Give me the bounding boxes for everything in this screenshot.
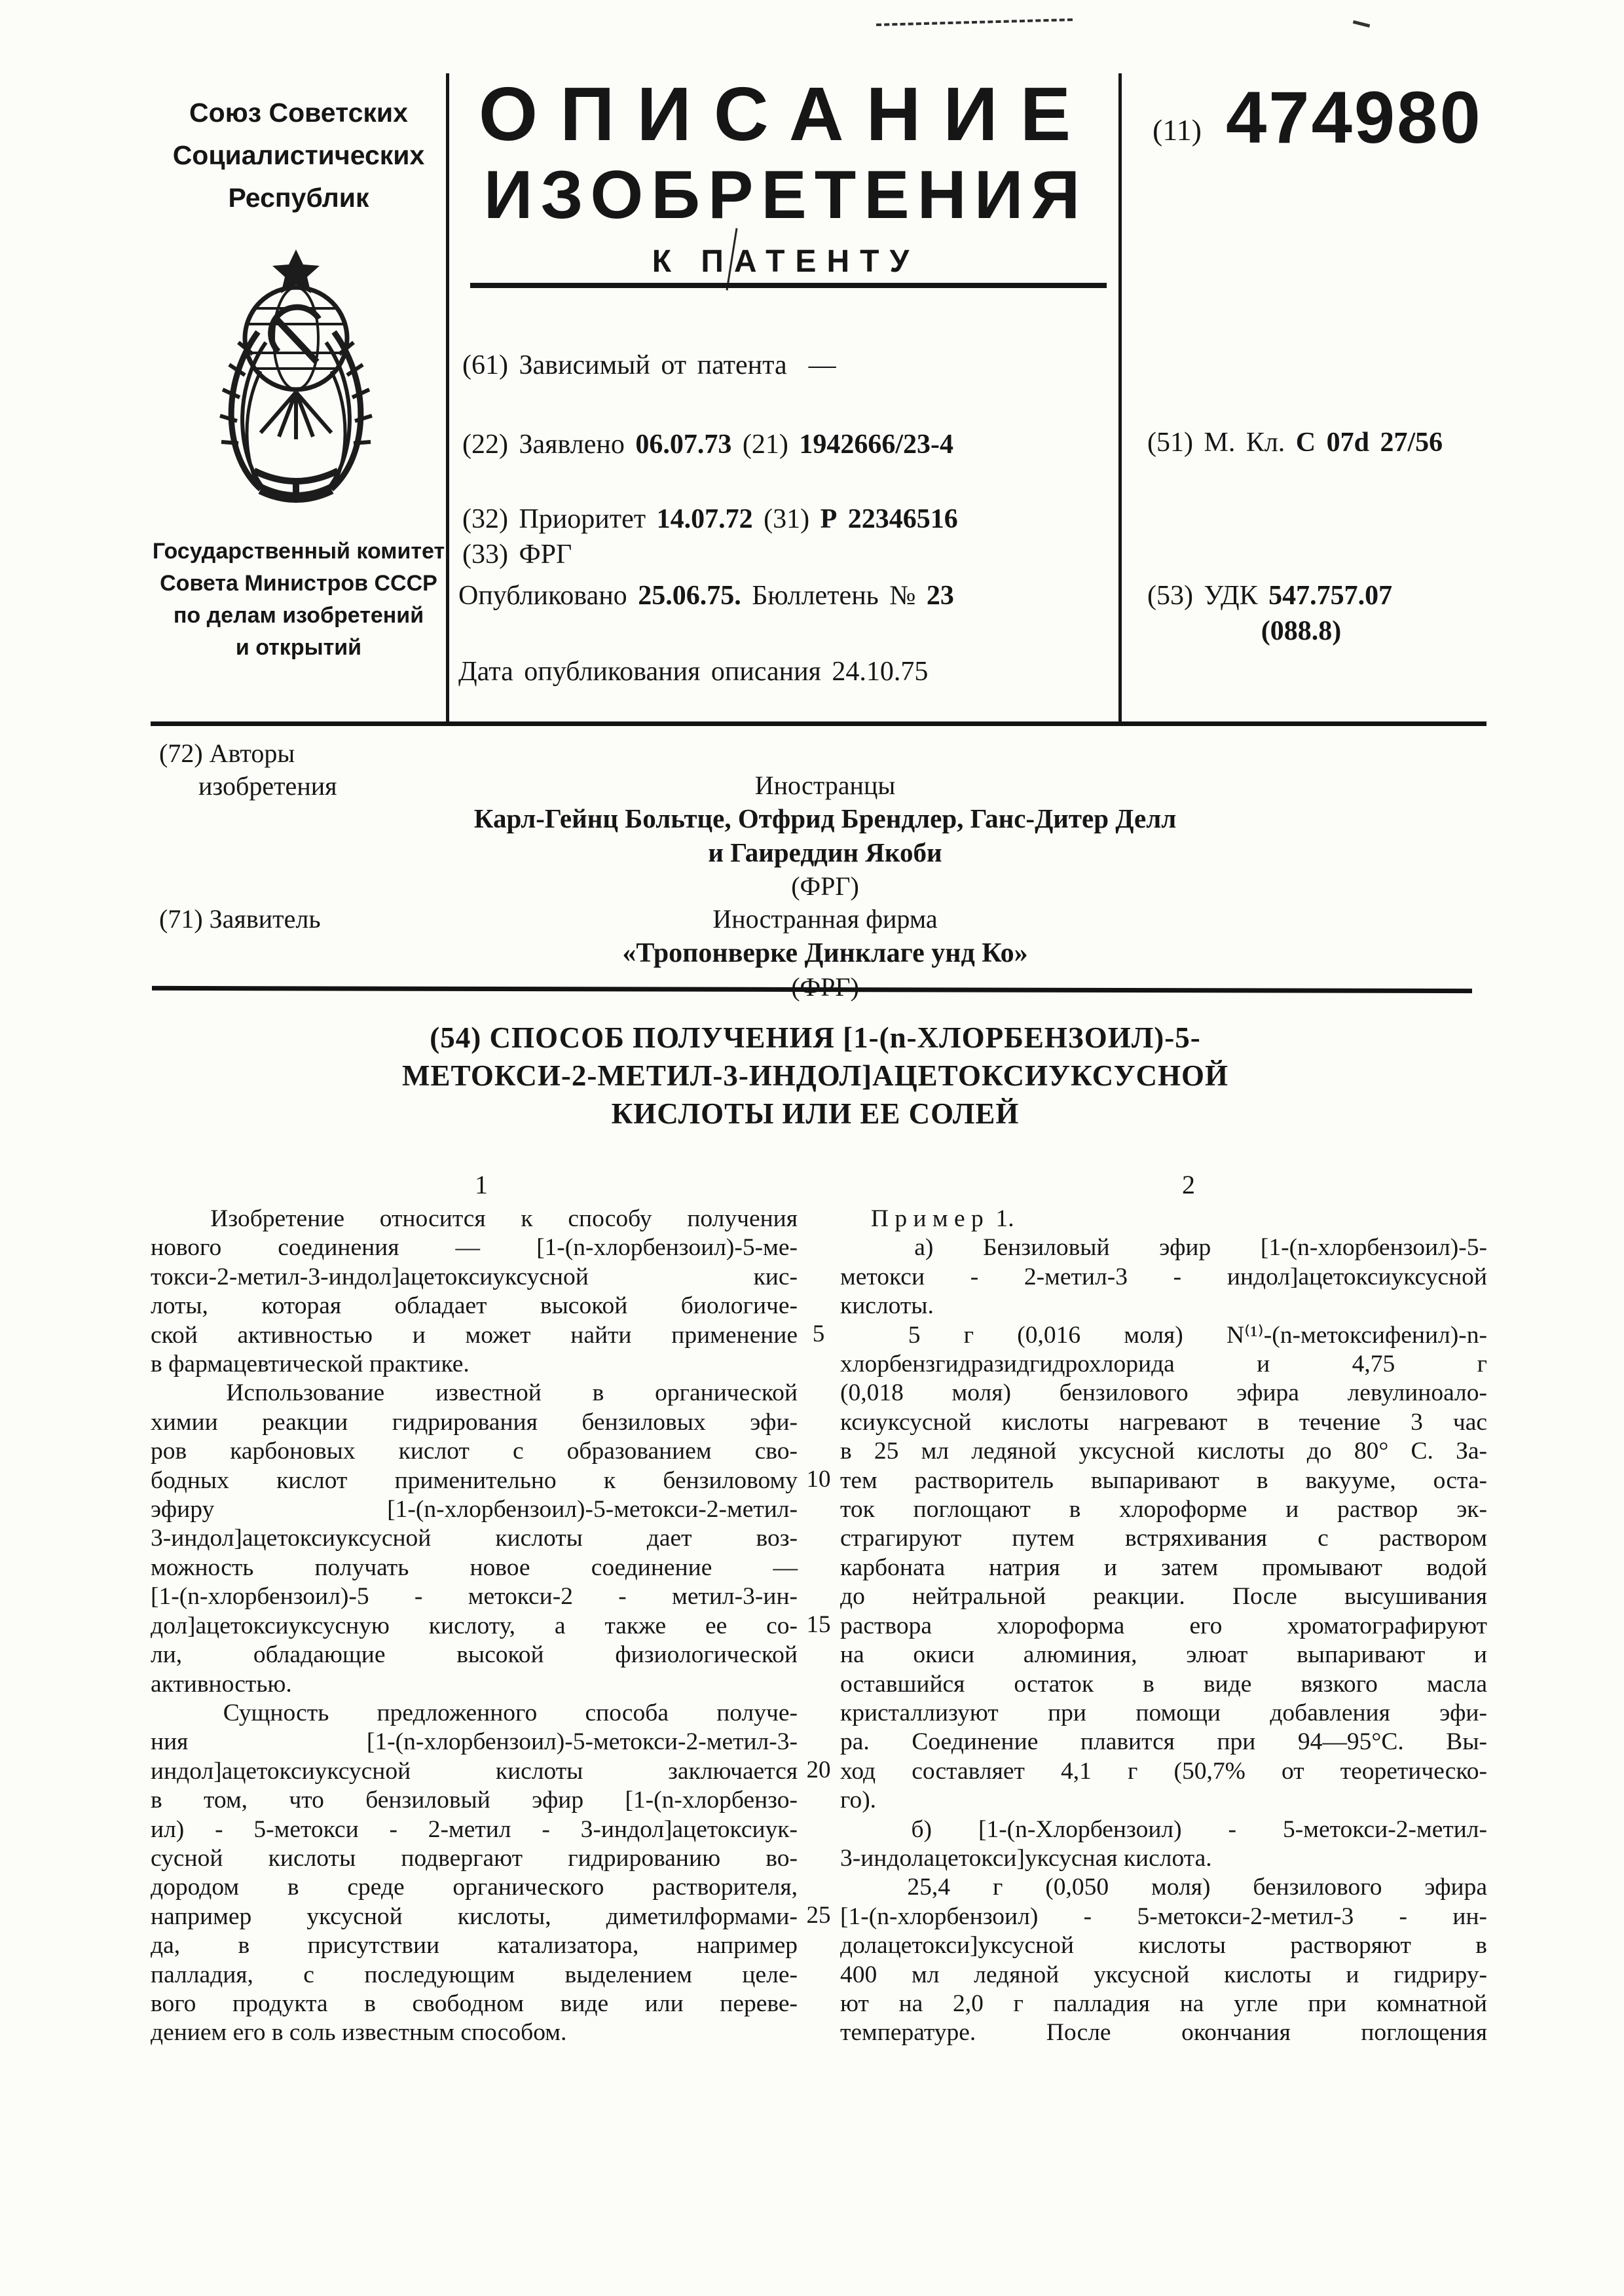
- column-number-1: 1: [475, 1170, 488, 1199]
- text-line: палладия, с последующим выделением целе-: [151, 1961, 798, 1988]
- text-line: ход составляет 4,1 г (50,7% от теоретическо-: [840, 1757, 1487, 1785]
- text-line: Совета Министров СССР: [160, 571, 437, 596]
- text-segment: 1942666/23-4: [799, 429, 953, 460]
- union-name: [151, 92, 447, 219]
- text-line: долацетокси]уксусной кислоты растворяют в: [840, 1932, 1487, 1959]
- authors-names-line-2: и Гаиреддин Якоби: [708, 837, 942, 867]
- text-line: Сущность предложенного способа получе-: [151, 1699, 798, 1726]
- text-line: раствора хлороформа его хроматографируют: [840, 1612, 1487, 1639]
- text-line: вого продукта в свободном виде или переве-: [151, 1990, 798, 2017]
- text-line: например уксусной кислоты, диметилформами-: [151, 1903, 798, 1930]
- text-line: 15: [806, 1611, 831, 1639]
- text-segment: 24.10.75: [832, 657, 929, 687]
- committee-name: [148, 536, 449, 664]
- text-line: оставшийся остаток в виде вязкого масла: [840, 1670, 1487, 1698]
- doc-type-line-1: ОПИСАНИЕ: [478, 71, 1094, 156]
- text-line: а) Бензиловый эфир [1-(n-хлорбензоил)-5-: [840, 1234, 1487, 1262]
- ussr-coat-of-arms: [198, 240, 394, 522]
- authors-names-line-1: Карл-Гейнц Больтце, Отфрид Брендлер, Ганс-Дитер Делл: [473, 803, 1177, 833]
- text-segment: Опубликовано: [458, 581, 638, 611]
- text-segment: 547.757.07: [1268, 581, 1393, 611]
- text-line: го).: [840, 1787, 877, 1814]
- text-line: (54) СПОСОБ ПОЛУЧЕНИЯ [1-(n-ХЛОРБЕНЗОИЛ)-5-: [430, 1021, 1201, 1054]
- pub-number: 474980: [1226, 77, 1483, 158]
- text-line: МЕТОКСИ-2-МЕТИЛ-3-ИНДОЛ]АЦЕТОКСИУКСУСНОЙ: [401, 1059, 1229, 1092]
- text-segment: (61) Зависимый от патента —: [462, 350, 836, 380]
- text-line: индол]ацетоксиуксусной кислоты заключается: [151, 1757, 798, 1785]
- text-line: ра. Соединение плавится при 94—95°С. Вы-: [840, 1728, 1487, 1756]
- text-line: дородом в среде органического растворителя,: [151, 1874, 798, 1901]
- authors-heading: Иностранцы: [754, 771, 896, 800]
- field-description-date: [458, 656, 928, 687]
- text-line: и открытий: [235, 635, 362, 660]
- text-line: изобретения: [198, 771, 337, 801]
- invention-title: [282, 1019, 1349, 1133]
- text-line: КИСЛОТЫ ИЛИ ЕЕ СОЛЕЙ: [611, 1097, 1020, 1130]
- field-udk: [1147, 580, 1392, 611]
- text-line: карбоната натрия и затем промывают водой: [840, 1554, 1487, 1581]
- field-application-filed: [462, 429, 953, 460]
- text-segment: Дата опубликования описания: [458, 657, 832, 687]
- text-line: Социалистических: [172, 140, 425, 170]
- scan-artifact-dashes: [876, 18, 1073, 26]
- text-line: ток поглощают в хлороформе и раствор эк-: [840, 1496, 1487, 1523]
- applicant-label: (71) Заявитель: [159, 904, 321, 934]
- text-segment: (53) УДК: [1147, 581, 1269, 611]
- text-line: (0,018 моля) бензилового эфира левулиноало-: [840, 1379, 1487, 1407]
- text-line: активностью.: [151, 1670, 292, 1698]
- line-number-gutter: [796, 1320, 841, 2047]
- text-line: токси-2-метил-3-индол]ацетоксиуксусной кис-: [151, 1263, 798, 1290]
- text-line: тем растворитель выпаривают в вакууме, оста-: [840, 1467, 1487, 1494]
- text-line: нового соединения — [1-(n-хлорбензоил)-5-ме-: [151, 1234, 798, 1262]
- text-line: кристаллизуют при помощи добавления эфи-: [840, 1699, 1487, 1726]
- text-line: б) [1-(n-Хлорбензоил) - 5-метокси-2-метил-: [840, 1815, 1487, 1843]
- body-column-2: [840, 1205, 1487, 2048]
- text-line: 20: [806, 1757, 831, 1784]
- text-line: ской активностью и может найти применение: [151, 1321, 798, 1349]
- text-line: 400 мл ледяной уксусной кислоты и гидриру-: [840, 1961, 1487, 1988]
- text-segment: (22) Заявлено: [462, 429, 636, 460]
- text-line: П р и м е р 1.: [840, 1205, 1014, 1232]
- text-segment: 14.07.72: [656, 504, 753, 534]
- text-segment: (51) М. Кл.: [1147, 428, 1296, 458]
- scan-artifact-speck: [1353, 20, 1370, 27]
- text-line: 25,4 г (0,050 моля) бензилового эфира: [840, 1874, 1487, 1901]
- text-line: дением его в соль известным способом.: [151, 2019, 567, 2047]
- text-line: ли, обладающие высокой физиологической: [151, 1641, 798, 1669]
- field-udk-suffix: [1147, 615, 1455, 647]
- text-segment: 06.07.73: [635, 429, 732, 460]
- field-dependent-patent: [462, 350, 836, 381]
- text-line: температуре. После окончания поглощения: [840, 2019, 1487, 2047]
- applicant-heading: Иностранная фирма: [712, 904, 938, 934]
- text-segment: 23: [926, 581, 954, 611]
- text-segment: (33) ФРГ: [462, 539, 572, 570]
- text-line: Использование известной в органической: [151, 1379, 798, 1407]
- text-line: 3-индолацетокси]уксусная кислота.: [840, 1844, 1212, 1872]
- ussr-coat-of-arms-icon: [198, 240, 394, 522]
- text-line: Союз Советских: [189, 98, 408, 128]
- field-priority: [462, 503, 958, 535]
- text-segment: (088.8): [1261, 616, 1342, 646]
- text-line: [1-(n-хлорбензоил)-5 - метокси-2 - метил-3-ин-: [151, 1583, 798, 1611]
- text-line: дол]ацетоксиуксусную кислоту, а также ее со-: [151, 1612, 798, 1639]
- text-line: химии реакции гидрирования бензиловых эфи-: [151, 1408, 798, 1436]
- field-priority-country: [462, 539, 572, 570]
- doc-type-line-3: К ПАТЕНТУ: [652, 244, 920, 279]
- doc-type-line-2: ИЗОБРЕТЕНИЯ: [483, 157, 1088, 233]
- text-line: в том, что бензиловый эфир [1-(n-хлорбензо-: [151, 1787, 798, 1814]
- field-intl-class: [1147, 427, 1443, 458]
- body-column-1: [151, 1205, 798, 2048]
- text-line: ния [1-(n-хлорбензоил)-5-метокси-2-метил-3-: [151, 1728, 798, 1756]
- text-line: Государственный комитет: [152, 539, 445, 564]
- text-line: 3-индол]ацетоксиуксусной кислоты дает воз-: [151, 1525, 798, 1552]
- text-line: 5 г (0,016 моля) N⁽¹⁾-(n-метоксифенил)-n-: [840, 1321, 1487, 1349]
- text-line: в фармацевтической практике.: [151, 1351, 470, 1378]
- text-line: 10: [806, 1466, 831, 1493]
- authors-country: (ФРГ): [791, 871, 859, 901]
- text-line: до нейтральной реакции. После высушивания: [840, 1583, 1487, 1611]
- text-segment: (31): [752, 504, 821, 534]
- text-line: ксиуксусной кислоты нагревают в течение 3 час: [840, 1408, 1487, 1436]
- applicant-name: «Тропонверке Динклаге унд Ко»: [622, 938, 1028, 968]
- text-line: страгируют путем встряхивания с раствором: [840, 1525, 1487, 1552]
- text-segment: (32) Приоритет: [462, 504, 657, 534]
- field-published: [458, 580, 954, 611]
- pub-number-label: (11): [1153, 113, 1202, 147]
- text-line: бодных кислот применительно к бензиловому: [151, 1467, 798, 1494]
- header-divider-left: [446, 73, 449, 725]
- text-segment: Р 22346516: [820, 504, 958, 534]
- text-line: 5: [812, 1321, 825, 1347]
- text-segment: (21): [731, 429, 800, 460]
- text-line: в 25 мл ледяной уксусной кислоты до 80° С. За-: [840, 1438, 1487, 1465]
- text-line: 25: [806, 1902, 831, 1929]
- doc-type-underline: [470, 283, 1107, 288]
- text-line: метокси - 2-метил-3 - индол]ацетоксиуксусной: [840, 1263, 1487, 1290]
- text-line: да, в присутствии катализатора, например: [151, 1932, 798, 1959]
- text-segment: 25.06.75.: [638, 581, 741, 611]
- text-line: лоты, которая обладает высокой биологиче-: [151, 1292, 798, 1320]
- column-number-2: 2: [1182, 1170, 1195, 1199]
- text-line: ил) - 5-метокси - 2-метил - 3-индол]ацетоксиук-: [151, 1815, 798, 1843]
- text-line: эфиру [1-(n-хлорбензоил)-5-метокси-2-метил-: [151, 1496, 798, 1523]
- text-line: кислоты.: [840, 1292, 934, 1320]
- text-line: на окиси алюминия, элюат выпаривают и: [840, 1641, 1487, 1669]
- section-divider-top: [151, 721, 1486, 726]
- text-segment: Бюллетень №: [741, 581, 927, 611]
- text-line: сусной кислоты подвергают гидрированию во-: [151, 1844, 798, 1872]
- text-line: Изобретение относится к способу получения: [151, 1205, 798, 1232]
- text-line: по делам изобретений: [173, 603, 424, 628]
- text-line: Республик: [228, 183, 369, 213]
- text-line: ров карбоновых кислот с образованием сво-: [151, 1438, 798, 1465]
- text-line: можность получать новое соединение —: [151, 1554, 798, 1581]
- text-segment: С 07d 27/56: [1295, 428, 1443, 458]
- text-line: [1-(n-хлорбензоил) - 5-метокси-2-метил-3 - ин-: [840, 1903, 1487, 1930]
- text-line: ют на 2,0 г палладия на угле при комнатной: [840, 1990, 1487, 2017]
- text-line: хлорбензгидразидгидрохлорида и 4,75 г: [840, 1351, 1487, 1378]
- text-line: (72) Авторы: [159, 738, 295, 768]
